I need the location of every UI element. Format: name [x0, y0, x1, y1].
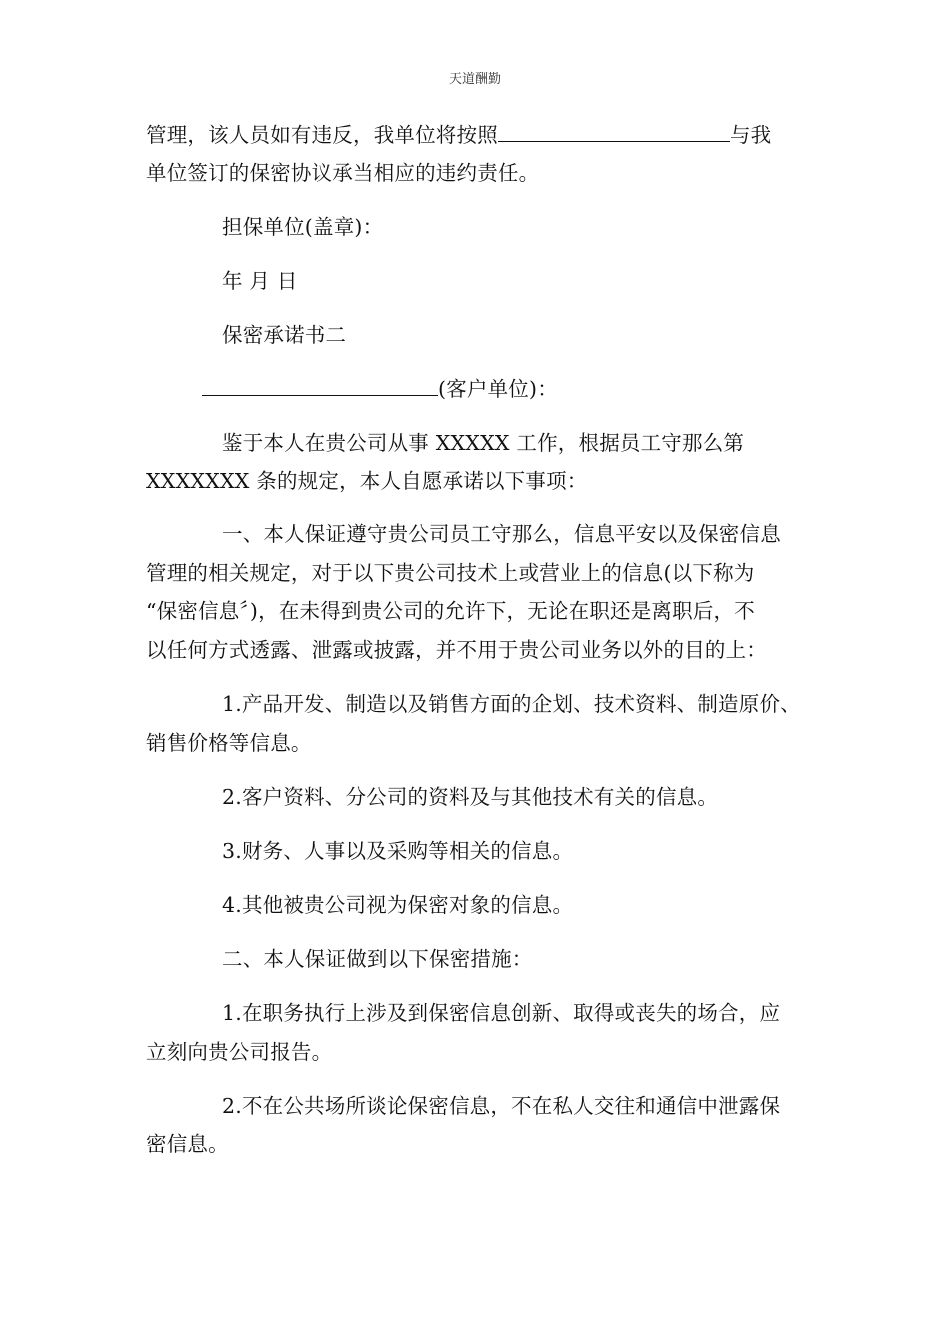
fill-in-blank [202, 377, 438, 396]
line-text: 管理，该人员如有违反，我单位将按照 [146, 123, 498, 147]
paragraph-line: XXXXXXX 条的规定，本人自愿承诺以下事项： [146, 469, 588, 493]
section-heading: 二、本人保证做到以下保密措施： [222, 947, 533, 971]
list-item: 销售价格等信息。 [146, 731, 312, 755]
fill-in-blank [498, 123, 730, 142]
paragraph-line: 单位签订的保密协议承当相应的违约责任。 [146, 161, 540, 185]
list-item: 2.客户资料、分公司的资料及与其他技术有关的信息。 [222, 785, 719, 809]
list-item: 4.其他被贵公司视为保密对象的信息。 [222, 893, 574, 917]
paragraph-line: 以任何方式透露、泄露或披露，并不用于贵公司业务以外的目的上： [146, 638, 767, 662]
list-item: 1.产品开发、制造以及销售方面的企划、技术资料、制造原价、 [222, 692, 801, 716]
paragraph-line: 一、本人保证遵守贵公司员工守那么，信息平安以及保密信息 [222, 522, 781, 546]
line-text: 与我 [729, 123, 772, 147]
section-title: 保密承诺书二 [222, 323, 347, 347]
paragraph-line: 管理的相关规定，对于以下贵公司技术上或营业上的信息(以下称为 [146, 561, 755, 585]
list-item: 2.不在公共场所谈论保密信息，不在私人交往和通信中泄露保 [222, 1094, 781, 1118]
paragraph-line: “保密信息〞)，在未得到贵公司的允许下，无论在职还是离职后，不 [146, 599, 755, 623]
page-header: 天道酬勤 [448, 72, 501, 87]
list-item: 3.财务、人事以及采购等相关的信息。 [222, 839, 574, 863]
paragraph-line: 鉴于本人在贵公司从事 XXXXX 工作，根据员工守那么第 [222, 431, 745, 455]
list-item: 密信息。 [146, 1132, 229, 1156]
date-line: 年 月 日 [222, 269, 298, 293]
client-line [202, 372, 558, 402]
list-item: 立刻向贵公司报告。 [146, 1040, 333, 1064]
line-text: (客户单位)： [438, 377, 558, 401]
list-item: 1.在职务执行上涉及到保密信息创新、取得或丧失的场合，应 [222, 1001, 781, 1025]
paragraph-line [146, 118, 771, 148]
guarantor-seal-line: 担保单位(盖章)： [222, 215, 384, 239]
